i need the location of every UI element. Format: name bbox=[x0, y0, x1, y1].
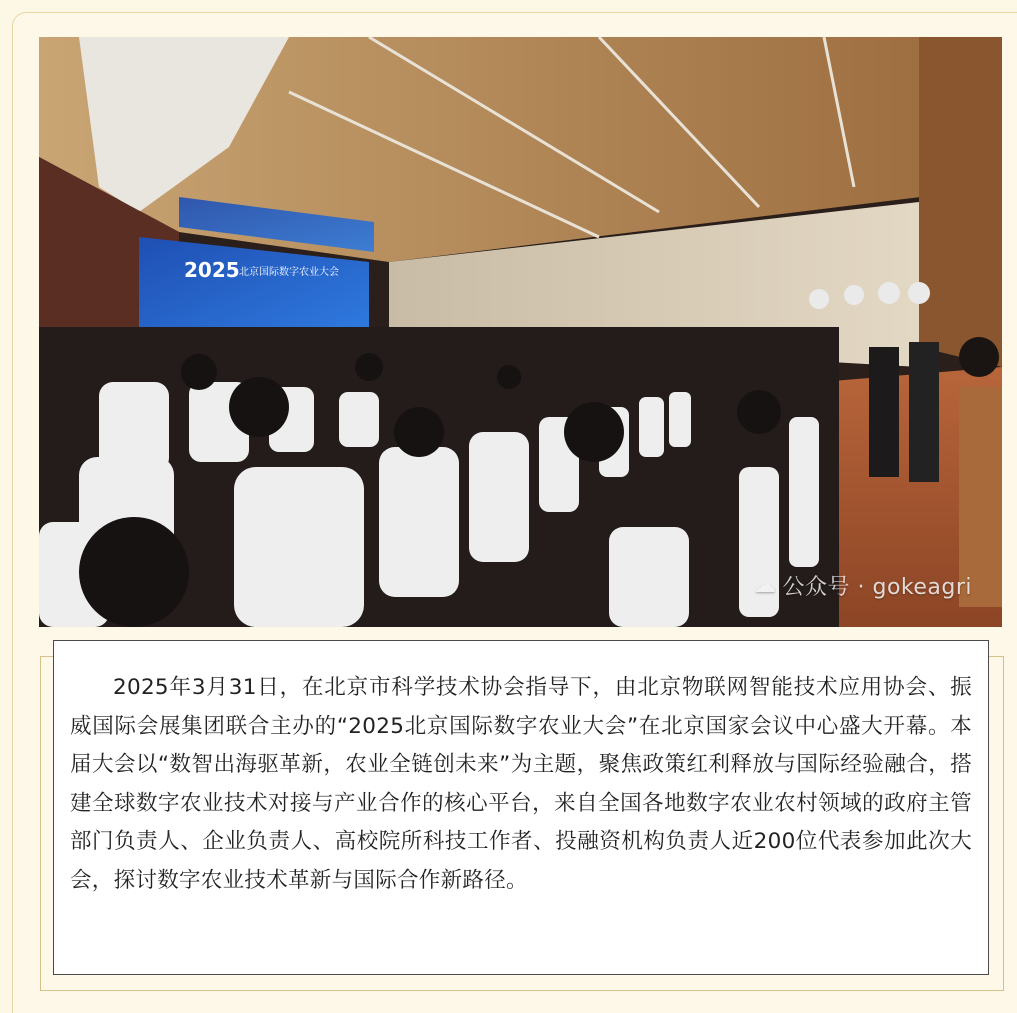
conference-hall-illustration bbox=[39, 37, 1002, 627]
watermark bbox=[754, 570, 972, 601]
article-paragraph: 2025年3月31日，在北京市科学技术协会指导下，由北京物联网智能技术应用协会、振威国际会展集团联合主办的“2025北京国际数字农业大会”在北京国家会议中心盛大开幕。本届大会以“数智出海驱革新，农业全链创未来”为主题，聚焦政策红利释放与国际经验融合，搭建全球数字农业技术对接与产业合作的核心平台，来自全国各地数字农业农村领域的政府主管部门负责人、企业负责人、高校院所科技工作者、投融资机构负责人近200位代表参加此次大会，探讨数字农业技术革新与国际合作新路径。 bbox=[70, 675, 972, 893]
watermark-text: 公众号 · gokeagri bbox=[782, 575, 972, 600]
conference-photo bbox=[39, 37, 1002, 627]
screen-title: 北京国际数字农业大会 bbox=[239, 267, 339, 278]
screen-year: 2025 bbox=[184, 258, 240, 282]
text-card bbox=[53, 640, 989, 975]
wechat-icon: ☁ bbox=[754, 573, 777, 598]
